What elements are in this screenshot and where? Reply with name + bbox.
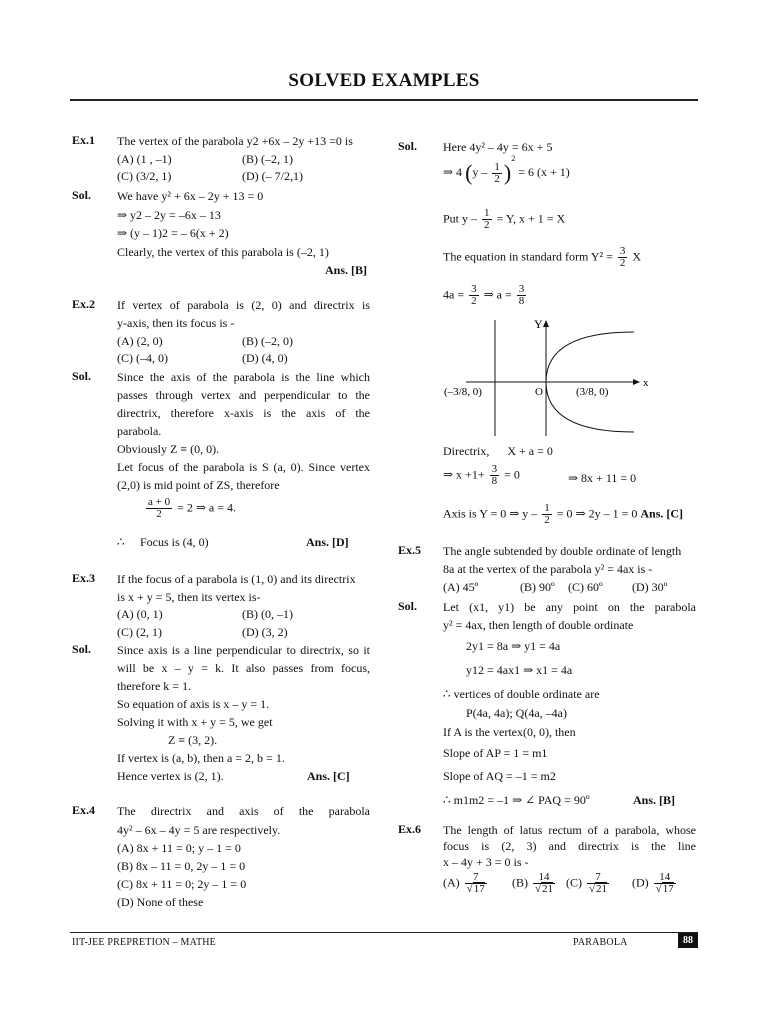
fraction: [533, 872, 555, 895]
radicand: 21: [596, 883, 608, 895]
exponent: 2: [511, 153, 516, 163]
fraction-denominator: 2: [156, 508, 162, 520]
ex2-sol-line: passes through vertex and perpendicular to the: [117, 388, 370, 402]
math-text: ⇒ x +1+: [443, 467, 485, 482]
ex3-sol-line: If vertex is (a, b), then a = 2, b = 1.: [117, 751, 285, 765]
y-axis-arrow: [543, 320, 549, 327]
ex4-sol-line: [443, 503, 683, 526]
x-axis-label: x: [643, 377, 649, 389]
fraction-numerator: 14: [533, 872, 555, 884]
ex3-sol-line: will be x – y = k. It also passes from focus,: [117, 661, 370, 675]
ex2-question: y-axis, then its focus is -: [117, 316, 235, 330]
ex2-sol-label: Sol.: [72, 369, 92, 383]
fraction: [146, 497, 172, 520]
ex1-sol-line: Clearly, the vertex of this parabola is (–2, 1): [117, 245, 329, 259]
option-label: (D): [632, 875, 649, 890]
math-text: ⇒ 4: [443, 164, 463, 179]
math-text: = Y, x + 1 = X: [496, 211, 566, 226]
fraction: [618, 246, 628, 269]
ex5-sol-line: ∴ m1m2 = –1 ⇒ ∠ PAQ = 90º: [443, 793, 590, 807]
fraction-denominator: 2: [544, 514, 550, 526]
title-rule: [70, 99, 698, 101]
fraction-numerator: 7: [465, 872, 487, 884]
ex5-sol-line: y12 = 4ax1 ⇒ x1 = 4a: [466, 663, 573, 677]
ex4-label: Ex.4: [72, 803, 96, 817]
ex1-sol-line: We have y² + 6x – 2y + 13 = 0: [117, 189, 264, 203]
ex1-option-c: (C) (3/2, 1): [117, 169, 172, 183]
ex5-sol-line: Let (x1, y1) be any point on the parabola: [443, 600, 696, 614]
page-title: SOLVED EXAMPLES: [288, 70, 480, 91]
fraction: [482, 208, 492, 231]
fraction: [490, 464, 500, 487]
ex2-sol-line: (2,0) is mid point of ZS, therefore: [117, 478, 280, 492]
math-text: = 0 ⇒ 2y – 1 = 0: [556, 506, 638, 521]
ex6-option-a: [443, 872, 489, 895]
directrix-point-label: (–3/8, 0): [444, 386, 482, 398]
ex5-sol-line: y² = 4ax, then length of double ordinate: [443, 618, 634, 632]
ex6-option-d: [632, 872, 678, 895]
ex1-label: Ex.1: [72, 133, 96, 147]
therefore-symbol: ∴: [117, 535, 125, 549]
fraction-numerator: a + 0: [148, 496, 171, 508]
ex1-option-b: (B) (–2, 1): [242, 152, 293, 166]
y-axis-label: Y: [534, 317, 543, 331]
fraction-numerator: 1: [484, 207, 490, 219]
fraction-denominator: 8: [491, 475, 498, 487]
fraction: [465, 872, 487, 895]
fraction-denominator: 2: [619, 257, 626, 269]
fraction-result: = 2 ⇒ a = 4.: [177, 500, 237, 515]
fraction-denominator: 2: [484, 219, 490, 231]
ex3-sol-line: Since axis is a line perpendicular to directrix, so it: [117, 643, 370, 657]
ex3-option-d: (D) (3, 2): [242, 625, 288, 639]
ex4-option-d: (D) None of these: [117, 895, 204, 909]
ex5-sol-line: Slope of AP = 1 = m1: [443, 746, 548, 760]
radicand: 17: [473, 883, 485, 895]
ex2-sol-line: Since the axis of the parabola is the line which: [117, 370, 370, 384]
ex5-sol-label: Sol.: [398, 599, 418, 613]
ex2-sol-line: Let focus of the parabola is S (a, 0). Since vertex: [117, 460, 370, 474]
math-text: The equation in standard form Y² =: [443, 249, 613, 264]
math-text: ⇒ a =: [483, 287, 512, 302]
ex2-focus: Focus is (4, 0): [140, 535, 209, 549]
ex1-sol-label: Sol.: [72, 188, 92, 202]
ex1-sol-line: ⇒ y2 – 2y = –6x – 13: [117, 208, 221, 222]
ex4-sol-line: Directrix, X + a = 0: [443, 444, 553, 458]
ex2-option-d: (D) (4, 0): [242, 351, 288, 365]
footer-left-text: IIT-JEE PREPRETION – MATHE: [72, 937, 216, 948]
ex6-question: The length of latus rectum of a parabola, whose: [443, 823, 696, 837]
ex3-sol-line: Z ≡ (3, 2).: [168, 733, 218, 747]
ex5-label: Ex.5: [398, 543, 422, 557]
ex4-sol-line: [443, 153, 570, 186]
fraction: [517, 284, 527, 307]
ex5-sol-line: 2y1 = 8a ⇒ y1 = 4a: [466, 639, 561, 653]
fraction-denominator: 2: [471, 295, 477, 307]
fraction-numerator: 1: [494, 160, 500, 173]
math-text: Put y –: [443, 211, 478, 226]
fraction-denominator: √17: [466, 883, 485, 895]
right-paren: ): [503, 160, 512, 185]
fraction-numerator: 14: [654, 872, 676, 884]
ex5-question: 8a at the vertex of the parabola y² = 4ax is -: [443, 562, 653, 576]
ex3-sol-line: So equation of axis is x – y = 1.: [117, 697, 270, 711]
ex3-option-a: (A) (0, 1): [117, 607, 163, 621]
ex2-sol-line: parabola.: [117, 424, 162, 438]
fraction-denominator: √21: [535, 883, 554, 895]
ex4-option-a: (A) 8x + 11 = 0; y – 1 = 0: [117, 841, 241, 855]
ex4-answer: Ans. [C]: [640, 506, 684, 521]
fraction-numerator: 3: [471, 283, 477, 295]
option-label: (A): [443, 875, 460, 890]
ex1-answer: Ans. [B]: [325, 263, 368, 277]
ex2-sol-line: directrix, therefore x-axis is the axis of the: [117, 406, 370, 420]
parabola-graph: [440, 312, 660, 442]
ex5-option-c: (C) 60º: [568, 580, 603, 594]
fraction: [587, 872, 609, 895]
math-text: = 0: [504, 467, 520, 482]
ex5-sol-line: If A is the vertex(0, 0), then: [443, 725, 576, 739]
ex3-answer: Ans. [C]: [307, 769, 350, 783]
radicand: 21: [542, 883, 554, 895]
ex4-option-c: (C) 8x + 11 = 0; 2y – 1 = 0: [117, 877, 247, 891]
fraction-denominator: √21: [589, 883, 608, 895]
x-axis-arrow: [633, 379, 640, 385]
ex5-sol-line: Slope of AQ = –1 = m2: [443, 769, 556, 783]
ex3-option-b: (B) (0, –1): [242, 607, 293, 621]
fraction-numerator: 1: [544, 502, 550, 514]
ex4-sol-line: [443, 208, 565, 231]
fraction-numerator: 7: [587, 872, 609, 884]
radicand: 17: [662, 883, 674, 895]
ex6-option-b: [512, 872, 557, 895]
ex2-question: If vertex of parabola is (2, 0) and directrix is: [117, 298, 370, 312]
ex3-question: is x + y = 5, then its vertex is-: [117, 590, 261, 604]
ex2-option-c: (C) (–4, 0): [117, 351, 168, 365]
ex5-answer: Ans. [B]: [633, 793, 676, 807]
ex4-sol-line: ⇒ 8x + 11 = 0: [568, 471, 637, 485]
fraction-denominator: 2: [494, 172, 500, 185]
ex6-question: focus is (2, 3) and directrix is the line: [443, 839, 696, 853]
ex2-label: Ex.2: [72, 297, 96, 311]
ex6-option-c: [566, 872, 611, 895]
ex3-sol-line: Solving it with x + y = 5, we get: [117, 715, 273, 729]
ex4-question: The directrix and axis of the parabola: [117, 804, 370, 818]
ex3-label: Ex.3: [72, 571, 96, 585]
ex4-sol-line: [443, 464, 520, 487]
option-label: (B): [512, 875, 528, 890]
option-label: (C): [566, 875, 582, 890]
ex2-answer: Ans. [D]: [306, 535, 349, 549]
ex4-sol-line: [443, 246, 641, 269]
ex2-option-b: (B) (–2, 0): [242, 334, 293, 348]
ex6-question: x – 4y + 3 = 0 is -: [443, 855, 529, 869]
ex4-sol-line: Here 4y² – 4y = 6x + 5: [443, 140, 553, 154]
ex5-option-d: (D) 30º: [632, 580, 668, 594]
ex1-option-a: (A) (1 , –1): [117, 152, 172, 166]
ex3-question: If the focus of a parabola is (1, 0) and its directrix: [117, 572, 356, 586]
ex1-sol-line: ⇒ (y – 1)2 = – 6(x + 2): [117, 226, 229, 240]
ex1-option-d: (D) (– 7/2,1): [242, 169, 303, 183]
ex6-label: Ex.6: [398, 822, 422, 836]
math-text: X: [632, 249, 642, 264]
ex4-question: 4y² – 6x – 4y = 5 are respectively.: [117, 823, 281, 837]
fraction: [469, 284, 479, 307]
ex2-option-a: (A) (2, 0): [117, 334, 163, 348]
fraction: [492, 162, 502, 185]
ex5-question: The angle subtended by double ordinate of length: [443, 544, 682, 558]
ex5-option-a: (A) 45º: [443, 580, 479, 594]
ex5-option-b: (B) 90º: [520, 580, 555, 594]
origin-label: O: [535, 386, 543, 398]
ex4-option-b: (B) 8x – 11 = 0, 2y – 1 = 0: [117, 859, 246, 873]
ex3-sol-label: Sol.: [72, 642, 92, 656]
ex3-option-c: (C) (2, 1): [117, 625, 162, 639]
ex1-question: The vertex of the parabola y2 +6x – 2y +13 =0 is: [117, 134, 353, 148]
focus-point-label: (3/8, 0): [576, 386, 609, 398]
math-text: y –: [472, 164, 488, 179]
ex5-sol-line: ∴ vertices of double ordinate are: [443, 687, 600, 701]
ex4-sol-label: Sol.: [398, 139, 418, 153]
left-paren: (: [465, 160, 473, 185]
ex2-fraction-line: [144, 497, 236, 520]
math-text: = 6 (x + 1): [518, 164, 570, 179]
math-text: Axis is Y = 0 ⇒ y –: [443, 506, 538, 521]
fraction-numerator: 3: [619, 245, 626, 257]
fraction-numerator: 3: [518, 283, 525, 295]
page-number: 88: [678, 933, 698, 948]
fraction-denominator: √17: [655, 883, 674, 895]
ex3-sol-line: therefore k = 1.: [117, 679, 192, 693]
math-text: 4a =: [443, 287, 465, 302]
ex4-sol-line: [443, 284, 528, 307]
fraction-numerator: 3: [491, 463, 498, 475]
ex2-sol-line: Obviously Z ≡ (0, 0).: [117, 442, 220, 456]
ex3-sol-line: Hence vertex is (2, 1).: [117, 769, 224, 783]
fraction-denominator: 8: [518, 295, 525, 307]
footer-rule: [70, 932, 698, 933]
footer-right-text: PARABOLA: [573, 937, 628, 948]
fraction: [542, 503, 552, 526]
ex5-sol-line: P(4a, 4a); Q(4a, –4a): [466, 706, 567, 720]
fraction: [654, 872, 676, 895]
